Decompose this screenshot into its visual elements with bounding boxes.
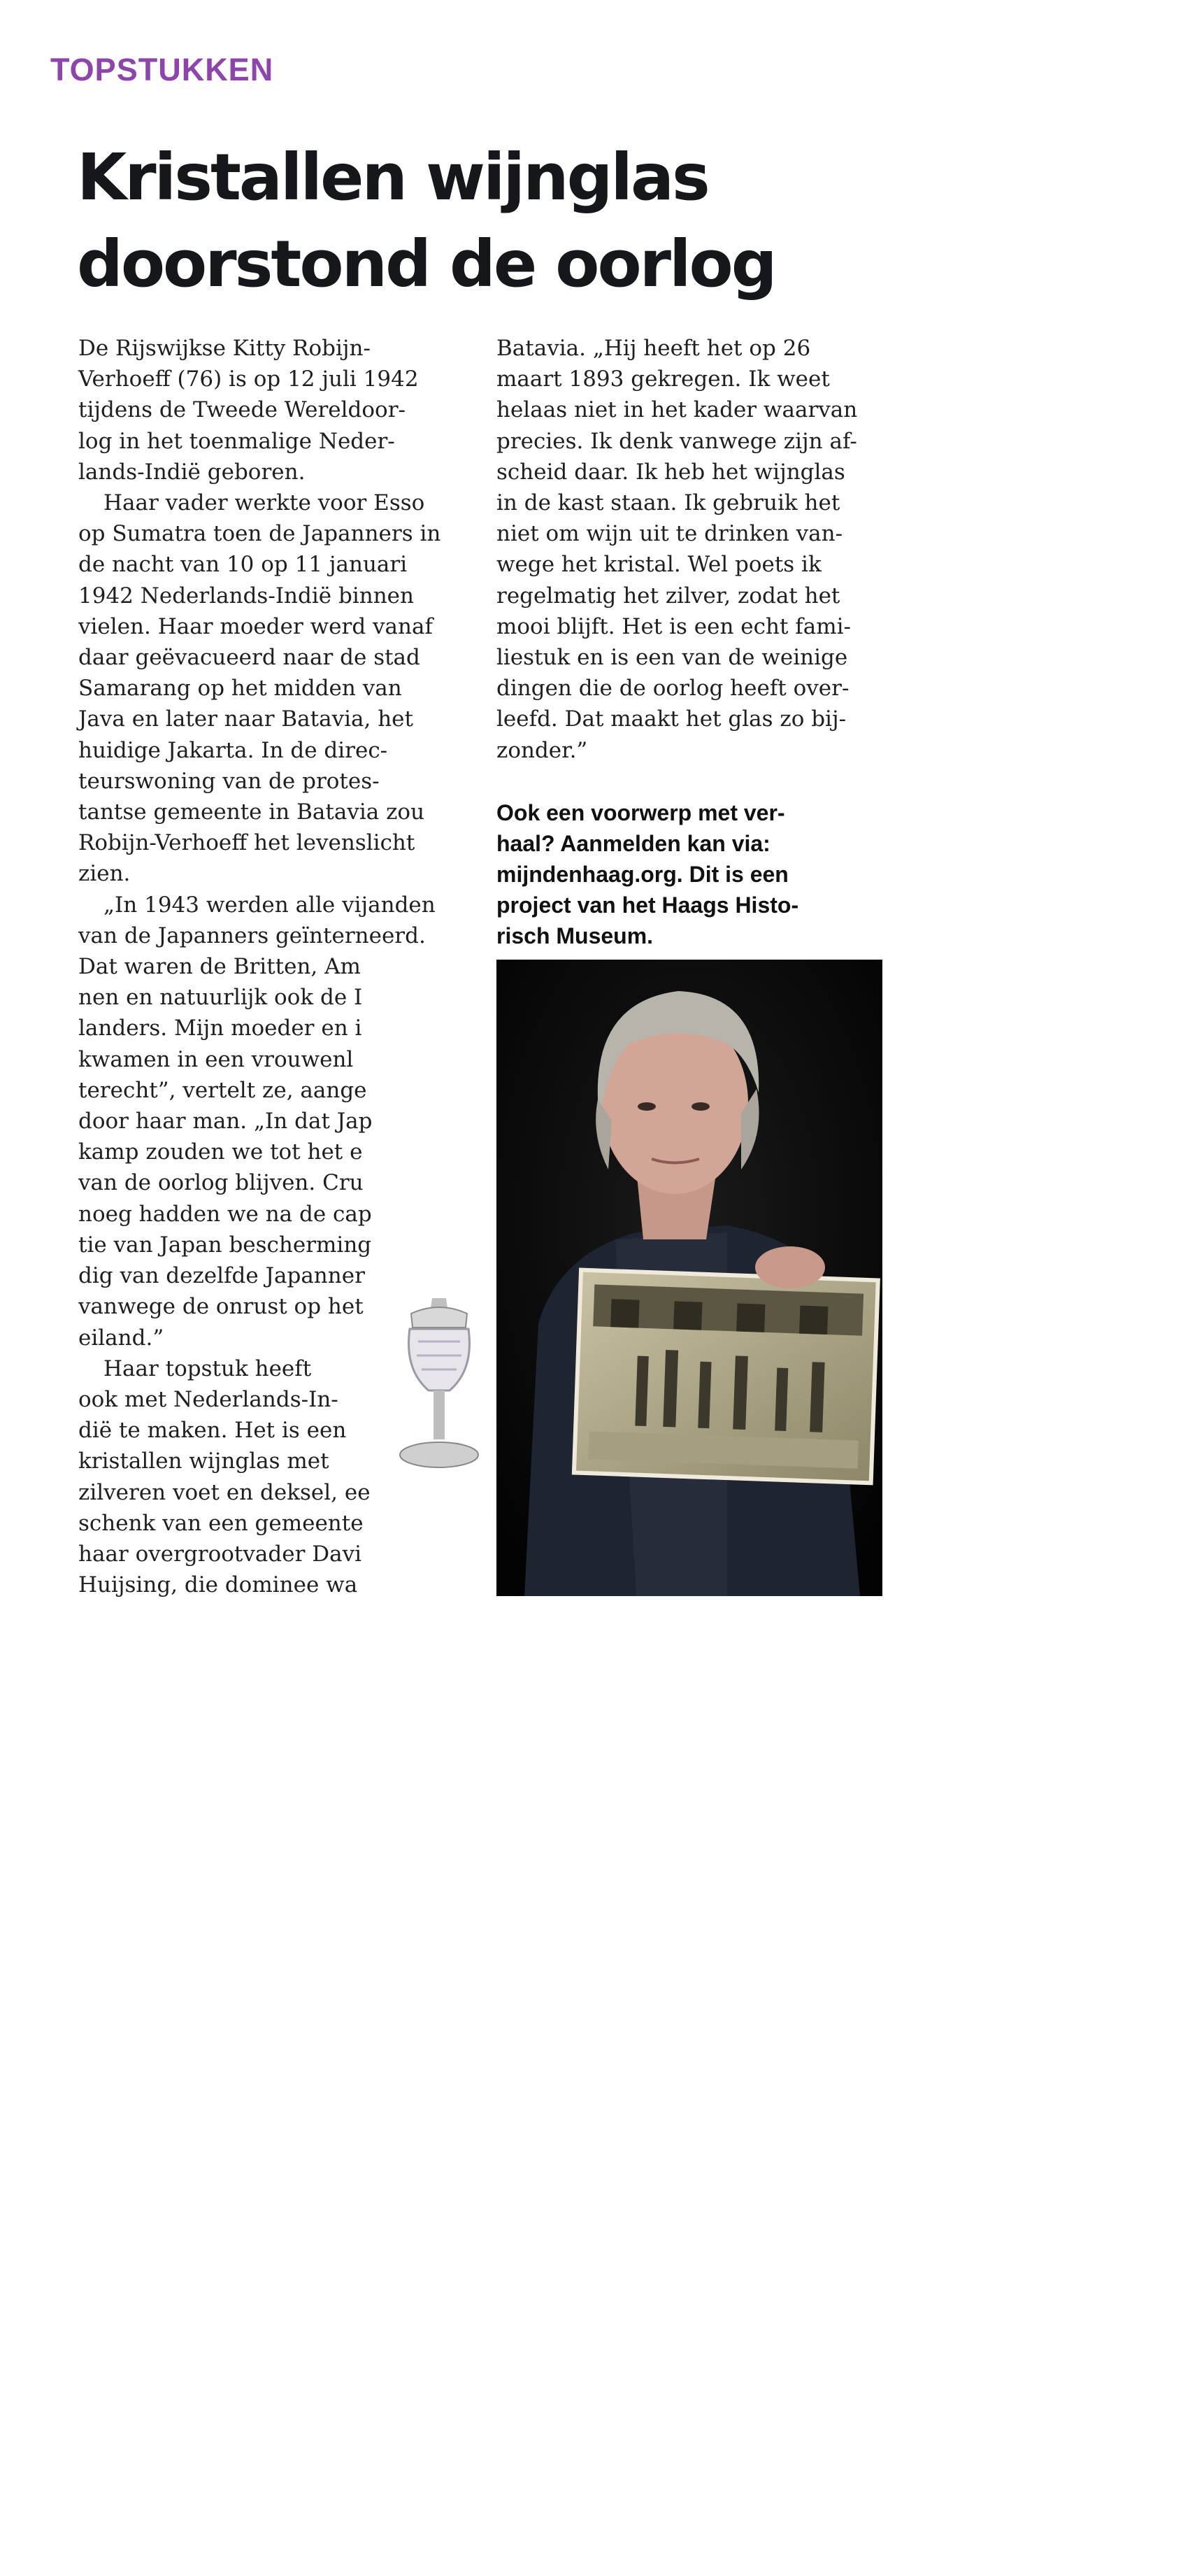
promo-line: mijndenhaag.org. Dit is een (496, 862, 789, 887)
body-line: in de kast staan. Ik gebruik het (496, 490, 840, 516)
body-line: noeg hadden we na de cap (78, 1201, 372, 1227)
promo-line: Ook een voorwerp met ver- (496, 800, 785, 825)
crystal-wineglass-icon (383, 1293, 495, 1474)
body-line: helaas niet in het kader waarvan (496, 397, 858, 423)
body-line: mooi blijft. Het is een echt fami- (496, 613, 852, 639)
body-line: tie van Japan bescherming (78, 1232, 372, 1258)
body-line: log in het toenmalige Neder- (78, 428, 395, 454)
section-kicker: TOPSTUKKEN (50, 52, 274, 87)
body-line: kristallen wijnglas met (78, 1449, 329, 1474)
body-line: dië te maken. Het is een (78, 1418, 347, 1444)
body-line: scheid daar. Ik heb het wijnglas (496, 459, 845, 485)
body-line: landers. Mijn moeder en i (78, 1016, 362, 1041)
body-line: regelmatig het zilver, zodat het (496, 583, 840, 609)
body-line: schenk van een gemeente (78, 1510, 364, 1536)
body-line: kamp zouden we tot het e (78, 1139, 363, 1165)
body-line: dingen die de oorlog heeft over- (496, 676, 850, 702)
body-line: haar overgrootvader Davi (78, 1541, 362, 1567)
body-line: Batavia. „Hij heeft het op 26 (496, 336, 811, 361)
body-line: Huijsing, die dominee wa (78, 1572, 358, 1598)
body-line: dig van dezelfde Japanner (78, 1263, 365, 1289)
body-line: van de Japanners geïnterneerd. (78, 923, 426, 948)
body-line: door haar man. „In dat Jap (78, 1109, 373, 1134)
body-line: van de oorlog blijven. Cru (78, 1170, 364, 1196)
body-line: Samarang op het midden van (78, 676, 402, 702)
body-line: De Rijswijkse Kitty Robijn- (78, 336, 371, 361)
body-line: de nacht van 10 op 11 januari (78, 552, 408, 578)
body-line: Verhoeff (76) is op 12 juli 1942 (78, 367, 419, 392)
body-line: zonder.” (496, 737, 588, 763)
body-line: lands-Indië geboren. (78, 459, 306, 485)
headline (77, 134, 902, 308)
promo-line: haal? Aanmelden kan via: (496, 831, 771, 856)
body-line: Robijn-Verhoeff het levenslicht (78, 830, 415, 856)
body-line: Dat waren de Britten, Am (78, 954, 361, 980)
headline-line-1: Kristallen wijnglas (77, 140, 708, 215)
body-line: tantse gemeente in Batavia zou (78, 799, 425, 825)
body-line: Haar topstuk heeft (103, 1355, 312, 1381)
body-line: liestuk en is een van de weinige (496, 645, 848, 671)
portrait-illustration (496, 960, 882, 1596)
body-line: nen en natuurlijk ook de I (78, 985, 363, 1011)
body-line: vanwege de onrust op het (78, 1294, 364, 1320)
promo-line: risch Museum. (496, 923, 654, 948)
body-line: terecht”, vertelt ze, aange (78, 1077, 367, 1103)
promo-box (496, 797, 888, 951)
body-line: wege het kristal. Wel poets ik (496, 552, 822, 578)
body-line: eiland.” (78, 1325, 164, 1351)
body-line: zien. (78, 861, 131, 887)
body-line: teurswoning van de protes- (78, 768, 380, 794)
body-line: kwamen in een vrouwenl (78, 1046, 354, 1072)
body-line: Java en later naar Batavia, het (78, 706, 413, 732)
body-line: precies. Ik denk vanwege zijn af- (496, 428, 857, 454)
photo-credit: FOTO MAAIKE VAN GROL (1144, 2509, 1204, 2575)
body-line: 1942 Nederlands-Indië binnen (78, 583, 414, 609)
headline-line-2: doorstond de oorlog (77, 227, 775, 301)
body-line: Haar vader werkte voor Esso (103, 490, 425, 516)
body-line: niet om wijn uit te drinken van- (496, 521, 843, 547)
body-line: „In 1943 werden alle vijanden (103, 892, 436, 918)
body-line: op Sumatra toen de Japanners in (78, 521, 441, 547)
portrait-photo (496, 960, 1204, 2575)
body-line: huidige Jakarta. In de direc- (78, 737, 388, 763)
article-column-2 (496, 333, 888, 766)
body-line: ook met Nederlands-In- (78, 1386, 338, 1412)
promo-line: project van het Haags Histo- (496, 892, 799, 918)
body-line: zilveren voet en deksel, ee (78, 1479, 371, 1505)
body-line: vielen. Haar moeder werd vanaf (78, 613, 433, 639)
body-line: tijdens de Tweede Wereldoor- (78, 397, 406, 423)
body-line: leefd. Dat maakt het glas zo bij- (496, 706, 847, 732)
body-line: daar geëvacueerd naar de stad (78, 645, 420, 671)
body-line: maart 1893 gekregen. Ik weet (496, 367, 830, 392)
